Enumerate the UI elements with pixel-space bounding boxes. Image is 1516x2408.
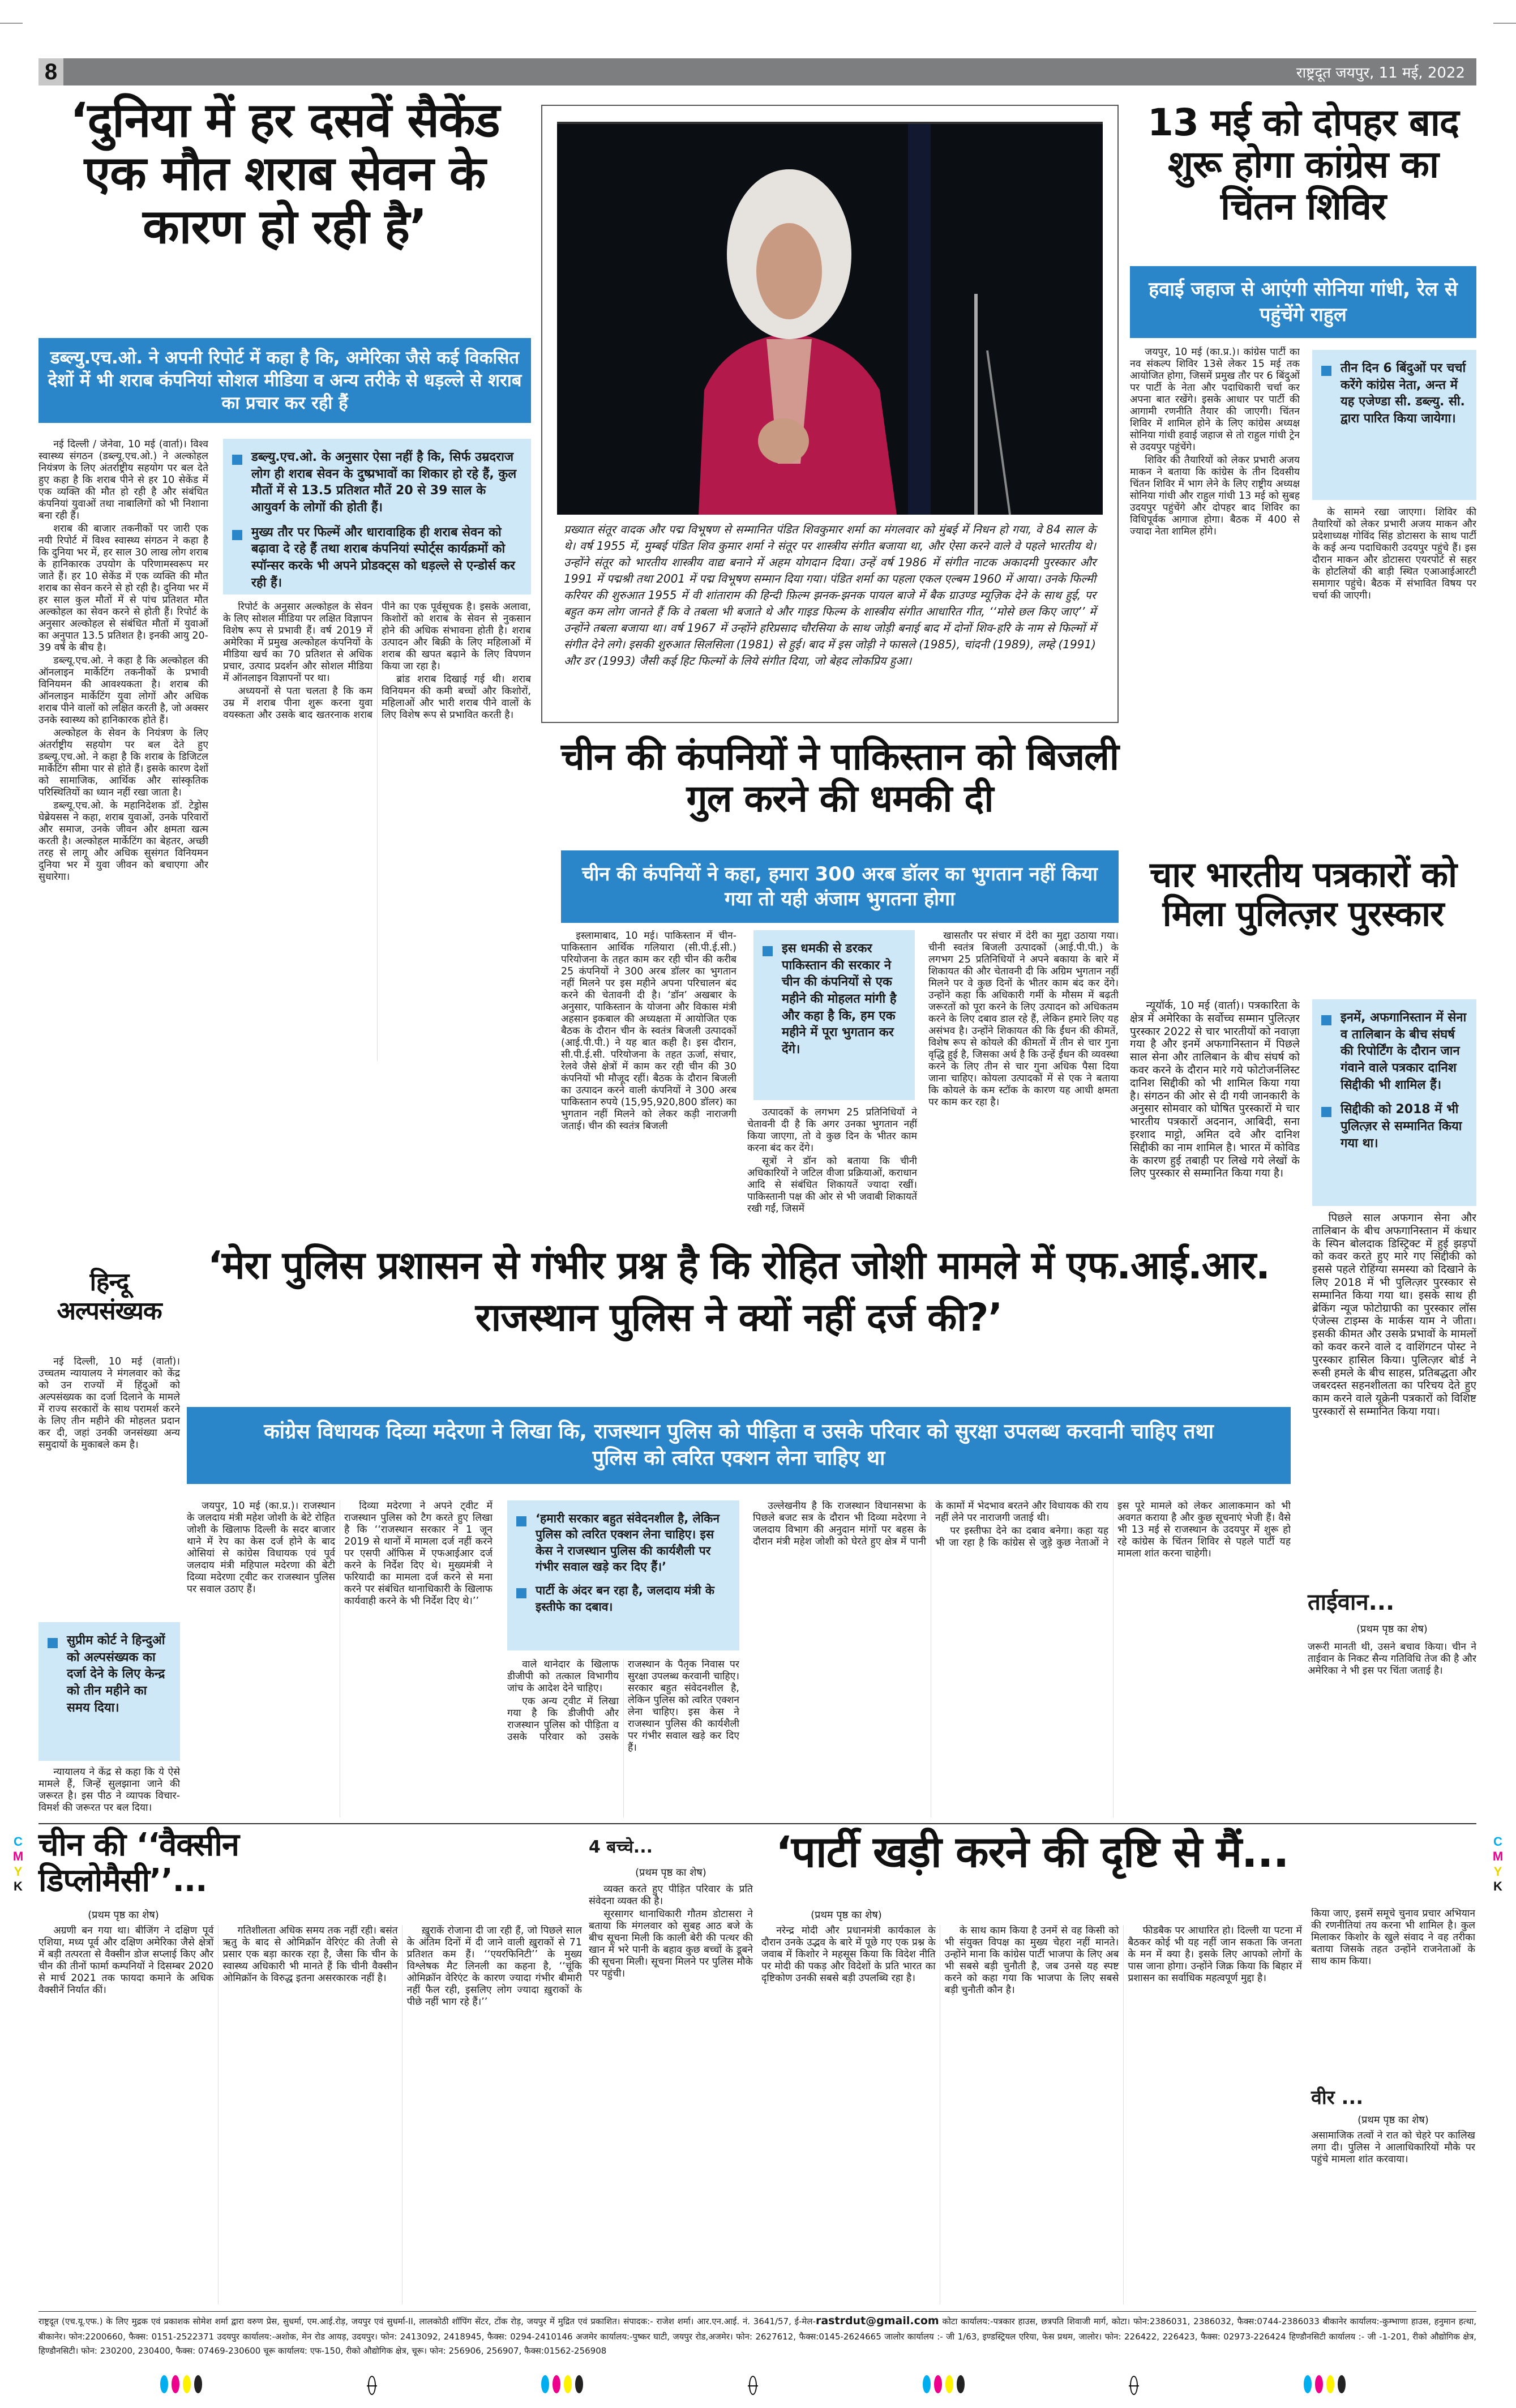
paragraph: व्यक्त करते हुए पीड़ित परिवार के प्रति संवेदना व्यक्त की है। xyxy=(589,1884,753,1907)
cmyk-y: Y xyxy=(1493,1864,1502,1879)
taiwan-headline: ताईवान... xyxy=(1308,1589,1395,1615)
photo-caption: प्रख्यात संतूर वादक और पद्म विभूषण से सम्मानित पंडित शिवकुमार शर्मा का मंगलवार को मुंबई में निधन हो गया, वे 84 साल के थे। वर्ष 1955 में, मुम्बई पंडित शिव कुमार शर्मा ने संतूर पर शास्त्रीय संगीत बजाया था, और ऐसा करने वाले वे पहले भारतीय थे। उन्होंने संतूर को भारतीय शास्त्रीय वाद्य बनाने में अहम योगदान दिया। उन्हें वर्ष 1986 में संगीत नाटक अकादमी पुरस्कार और 1991 में पद्मश्री तथा 2001 में पद्म विभूषण सम्मान दिया गया। पंडित शर्मा का पहला एकल एल्बम 1960 में आया। उनके फिल्मी करियर की शुरुआत 1955 में वी शांताराम की हिन्दी फ़िल्म झनक-झनक पायल बाजे में बैक ग्राउण्ड म्यूज़िक देने के साथ हुई, पर बहुत कम लोग जानते हैं कि वे तबला भी बजाते थे और गाइड फिल्म के शास्त्रीय संगीत आधारित गीत, ‘‘मोसे छल किए जाए’’ में उन्होंने तबला बजाया था। वर्ष 1967 में उन्होंने हरिप्रसाद चौरसिया के साथ जोड़ी बनाई बाद में दोनों शिव-हरि के नाम से फिल्मों में संगीत देने लगे। इसकी शुरुआत सिलसिला (1981) से हुई। बाद में इस जोड़ी ने फासले (1985), चांदनी (1989), लम्हे (1991) और डर (1993) जैसी कई हिट फिल्मों के लिये संगीत दिया, जो बेहद लोकप्रिय हुआ। xyxy=(564,523,1096,668)
highlight-bullet: ‘हमारी सरकार बहुत संवेदनशील है, लेकिन पुलिस को त्वरित एक्शन लेना चाहिए। इस केस ने राजस्थान पुलिस की कार्यशैली पर गंभीर सवाल खड़े कर दिए हैं।’ xyxy=(516,1511,730,1575)
alcohol-columns-2-3 xyxy=(223,601,531,1061)
paragraph: शराब की बाजार तकनीकों पर जारी एक नयी रिपोर्ट में विश्व स्वास्थ्य संगठन ने कहा है कि दुनिया भर में, हर साल 30 लाख लोग शराब के हानिकारक उपयोग के परिणामस्वरूप मर जाते हैं। हर 10 सेकेंड में एक व्यक्ति की मौत शराब का सेवन करने से हो रही है। दुनिया भर में हर साल कुल मौतों में से पांच प्रतिशत मौत अल्कोहल का सेवन करने से होती हैं। रिपोर्ट के अनुसार अल्कोहल से संबंधित मौतों में युवाओं का अनुपात 13.5 प्रतिशत है। इनकी आयु 20-39 वर्ष के बीच है। xyxy=(38,523,208,653)
registration-target-icon xyxy=(368,2376,376,2395)
continued-note: (प्रथम पृष्ठ का शेष) xyxy=(1357,2114,1429,2126)
paragraph: इस्लामाबाद, 10 मई। पाकिस्तान में चीन-पाकिस्तान आर्थिक गलियारा (सी.पी.ई.सी.) परियोजना के तहत काम कर रही चीन की करीब 25 कंपनियों ने 300 अरब डॉलर का भुगतान नहीं मिलने पर इस महीने अपना परिचालन बंद करने की चेतावनी दी है। ‘डॉन’ अखबार के अनुसार, पाकिस्तान के योजना और विकास मंत्री अहसान इकबाल की अध्यक्षता में आयोजित एक बैठक के दौरान चीन के स्वतंत्र बिजली उत्पादकों (आई.पी.पी.) ने यह बात कही है। इस दौरान, सी.पी.ई.सी. परियोजना के तहत ऊर्जा, संचार, रेलवे जैसे क्षेत्रों में काम कर रही चीन की 30 कंपनियों भी मौजूद रहीं। बैठक के दौरान बिजली का उत्पादन करने वाली कंपनियों ने 300 अरब पाकिस्तान रुपये (15,95,920,800 डॉलर) का भुगतान नहीं मिलने को लेकर कड़ी नाराजगी जताई। चीन की स्वतंत्र बिजली xyxy=(561,930,736,1132)
hindu-column xyxy=(38,1356,180,1614)
pulitzer-headline: चार भारतीय पत्रकारों को मिला पुलित्ज़र पुरस्कार xyxy=(1149,854,1457,935)
rohit-columns-3-4 xyxy=(507,1659,739,1817)
paragraph: शिविर की तैयारियों को लेकर प्रभारी अजय माकन ने बताया कि कांग्रेस के तीन दिवसीय चिंतन शिविर में भाग लेने के लिए राष्ट्रीय अध्यक्ष सोनिया गांधी और राहुल गांधी 13 मई को सुबह उदयपुर पहुंचेंगे और दोपहर बाद शिविर का विधिपूर्वक आगाज होगा। बैठक में 400 से ज्यादा नेता शामिल होंगे। xyxy=(1130,455,1300,537)
photo-feature-box xyxy=(541,105,1119,723)
paragraph: नरेन्द्र मोदी और प्रधानमंत्री कार्यकाल के दौरान उनके उद्भव के बारे में पूछे गए एक प्रश्न के जवाब में किशोर ने महसूस किया कि विदेश नीति पर मोदी की पकड़ और विदेशों के प्रति भारत का दृष्टिकोण उनकी सबसे बड़ी उपलब्धि रहा है। xyxy=(761,1925,936,1984)
continued-note: (प्रथम पृष्ठ का शेष) xyxy=(635,1867,706,1879)
cmyk-k: K xyxy=(14,1879,23,1894)
china-pak-column-2 xyxy=(747,1107,917,1222)
continued-note: (प्रथम पृष्ठ का शेष) xyxy=(88,1909,159,1921)
four-children-article xyxy=(589,1834,753,2314)
page-header-bar xyxy=(38,58,1476,85)
divider xyxy=(38,2311,1476,2312)
party-article xyxy=(761,1908,1476,2304)
hindu-column-2 xyxy=(38,1767,180,1817)
vaccine-article xyxy=(38,1908,593,2304)
page-number: 8 xyxy=(38,58,63,85)
china-pak-column-1 xyxy=(561,930,736,1222)
paragraph: सूरसागर थानाधिकारी गौतम डोटासरा ने बताया कि मंगलवार को सुबह आठ बजे के बीच सूचना मिली कि काली बेरी की पत्थर की खान में भरे पानी के बहाव कुछ बच्चों के डूबने की सूचना मिली। सूचना मिलने पर पुलिस मौके पर पहुंची। xyxy=(589,1909,753,1979)
congress-highlights-box xyxy=(1312,350,1476,500)
color-dots xyxy=(1302,2375,1347,2396)
color-dots xyxy=(159,2375,204,2396)
crop-mark xyxy=(1493,23,1516,24)
paragraph: गतिशीलता अधिक समय तक नहीं रही। बसंत ऋतु के बाद से ओमिक्रॉन वेरिएंट की तेजी से प्रसार एक बड़ा कारक रहा है, जैसा कि चीन के स्वास्थ्य अधिकारी भी मानते हैं कि चीनी वैक्सीन ओमिक्रॉन के विरुद्ध इतना असरकारक नहीं है। xyxy=(222,1925,398,1984)
rohit-deck: कांग्रेस विधायक दिव्या मदेरणा ने लिखा कि, राजस्थान पुलिस को पीड़िता व उसके परिवार को सुरक्षा उपलब्ध करवानी चाहिए तथा पुलिस को त्वरित एक्शन लेना चाहिए था xyxy=(187,1407,1291,1484)
congress-column-2 xyxy=(1312,507,1476,833)
paragraph: सूत्रों ने डॉन को बताया कि चीनी अधिकारियों ने जटिल वीजा प्रक्रियाओं, कराधान आदि से संबंधित शिकायतें ज्यादा रखीं। पाकिस्तानी पक्ष की ओर से भी जवाबी शिकायतें रखी गईं, जिसमें xyxy=(747,1156,917,1214)
office-addresses: कोटा कार्यालय:-पत्रकार हाउस, छत्रपति शिवाजी मार्ग, कोटा। फोन:2386031, 2386032, फैक्स:0744-2386033 बीकानेर कार्यालय:-कुम्भाणा हाउस, हनुमान हत्था, बीकानेर। फोन:2200660, फैक्स: 0151-2522371 उदयपुर कार्यालय:-अशोक, मेन रोड आयड़, उदयपुर। फोन: 2413092, 2418945, फैक्स: 0294-2410146 अजमेर कार्यालय:-पुष्कर घाटी, जयपुर रोड,अजमेर। फोन: 2627612, फैक्स:0145-2624665 जालोर कार्यालय :- जी 1/63, इण्डस्ट्रियल एरिया, फेस प्रथम, जालोर। फोन: 226422, 226423, फैक्स: 02973-226424 हिण्डौनसिटी कार्यालय :- जी -1-201, रीको औद्योगिक क्षेत्र, हिण्डौनसिटी। फोन: 230200, 230400, फैक्स: 07469-230600 चूरू कार्यालय: एफ-150, रीको औद्योगिक क्षेत्र, चूरू। फोन: 256906, 256907, फैक्स:01562-256908 xyxy=(38,2316,1476,2356)
highlight-bullet: सुप्रीम कोर्ट ने हिन्दुओं को अल्पसंख्यक का दर्जा देने के लिए केन्द्र को तीन महीने का समय दिया। xyxy=(48,1632,171,1716)
paragraph: डब्ल्यू.एच.ओ. के महानिदेशक डॉ. टेड्रोस घेब्रेयसस ने कहा, शराब युवाओं, उनके परिवारों और समाज, उनके जीवन और क्षमता खत्म करती है। अल्कोहल मार्केटिंग का बेहतर, अच्छी तरह से लागू और अधिक सुसंगत विनियमन दुनिया भर में युवा जीवन को बचाएगा और सुधारेगा। xyxy=(38,800,208,883)
paragraph: ब्रांड शराब दिखाई गई थी। शराब विनियमन की कमी बच्चों और किशोरों, महिलाओं और भारी शराब पीने वालों के लिए विशेष रूप से प्रभावित करती है। xyxy=(382,674,531,721)
paragraph: वाले थानेदार के खिलाफ डीजीपी को तत्काल विभागीय जांच के आदेश देने चाहिए। xyxy=(507,1659,619,1694)
divider xyxy=(38,1823,1476,1824)
alcohol-highlights-box xyxy=(223,439,531,594)
highlight-bullet: इनमें, अफगानिस्तान में सेना व तालिबान के बीच संघर्ष की रिपोर्टिंग के दौरान जान गंवाने वाले पत्रकार दानिश सिद्दीकी भी शामिल हैं। xyxy=(1321,1010,1467,1093)
color-registration-strip xyxy=(159,2375,1347,2396)
veer-text: असामाजिक तत्वों ने रात को चेहरे पर कालिख लगा दी। पुलिस ने आलाधिकारियों मौके पर पहुंचे मामला शांत करवाया। xyxy=(1311,2130,1475,2165)
paragraph: अध्ययनों से पता चलता है कि कम उम्र में शराब पीना शुरू करना युवा वयस्कता और उसके बाद खतरनाक शराब पीने का एक पूर्वसूचक है। इसके अलावा, किशोरों को शराब के सेवन से नुकसान होने की अधिक संभावना होती है। शराब उत्पादन और बिक्री के लिए महिलाओं में शराब की खपत बढ़ाने के लिए विपणन किया जा रहा है। xyxy=(223,601,531,721)
pulitzer-highlights-box xyxy=(1312,999,1476,1206)
paragraph: किया जाए, इसमें समूचे चुनाव प्रचार अभियान की रणनीतियां तय करना भी शामिल है। कुल मिलाकर किशोर के खुले संवाद ने वह तरीका बताया जिसके तहत उन्होंने राजनेताओं के साथ काम किया। xyxy=(1311,1908,1475,1967)
rohit-columns-5-7 xyxy=(753,1500,1291,1817)
china-pak-column-3 xyxy=(928,930,1119,1222)
alcohol-headline: ‘दुनिया में हर दसवें सैकेंड एक मौत शराब सेवन के कारण हो रही है’ xyxy=(70,92,500,255)
pulitzer-column-2 xyxy=(1312,1212,1476,1580)
cmyk-m: M xyxy=(12,1849,24,1864)
paragraph: नई दिल्ली / जेनेवा, 10 मई (वार्ता)। विश्व स्वास्थ्य संगठन (डब्ल्यू.एच.ओ.) ने अल्कोहल नियंत्रण के लिए अंतर्राष्ट्रीय सहयोग पर बल देते हुए कहा है कि शराब पीने से हर 10 सेकेंड में एक व्यक्ति की मौत हो रही है और संबंधित कंपनियां युवाओं तथा नाबालिगों को भी निशाना बना रही हैं। xyxy=(38,439,208,521)
four-children-column xyxy=(589,1884,753,2314)
imprint-footer xyxy=(38,2312,1476,2358)
rohit-headline: ‘मेरा पुलिस प्रशासन से गंभीर प्रश्न है कि रोहित जोशी मामले में एफ.आई.आर. राजस्थान पुलिस ने क्यों नहीं दर्ज की?’ xyxy=(207,1243,1270,1340)
rohit-highlights-box xyxy=(507,1500,739,1650)
highlight-bullet: इस धमकी से डरकर पाकिस्तान की सरकार ने चीन की कंपनियों से एक महीने की मोहलत मांगी है और कहा है कि, हम एक महीने में पूरा भुगतान कर देंगे। xyxy=(763,940,906,1058)
highlight-bullet: डब्ल्यु.एच.ओ. के अनुसार ऐसा नहीं है कि, सिर्फ उम्रदराज लोग ही शराब सेवन के दुष्प्रभावों का शिकार हो रहे हैं, कुल मौतों में से 13.5 प्रतिशत मौतें 20 से 39 साल के आयुवर्ग के लोगों की होती हैं। xyxy=(232,449,522,516)
party-headline: ‘पार्टी खड़ी करने की दृष्टि से मैं... xyxy=(776,1827,1289,1877)
paragraph: के सामने रखा जाएगा। शिविर की तैयारियों को लेकर प्रभारी अजय माकन और प्रदेशाध्यक्ष गोविंद सिंह डोटासरा के साथ पार्टी के कई अन्य पदाधिकारी उदयपुर पहुंचे हैं। इस दौरान माकन और डोटासरा एयरपोर्ट से सहर के होटलियों की बाड़ी स्थित एआआईआरटी समागार पहुंचे। बैठक में संभावित विषय पर चर्चा की जाएगी। xyxy=(1312,507,1476,601)
party-last-column xyxy=(1311,1908,1475,2232)
vaccine-columns xyxy=(38,1925,582,2304)
paragraph: रिपोर्ट के अनुसार अल्कोहल के सेवन के लिए सोशल मीडिया पर लक्षित विज्ञापन विशेष रूप से प्रभावी हैं। वर्ष 2019 में अमेरिका में प्रमुख अल्कोहल कंपनियों के मीडिया खर्च का 70 प्रतिशत से अधिक प्रचार, उत्पाद प्रदर्शन और सोशल मीडिया में ऑनलाइन विज्ञापनों पर था। xyxy=(223,601,372,684)
cmyk-y: Y xyxy=(14,1864,23,1879)
paragraph: पर इस्तीफा देने का दबाव बनेगा। कहा यह भी जा रहा है कि कांग्रेस से जुड़े कुछ नेताओं ने इस पूरे मामले को लेकर आलाकमान को भी अवगत कराया है और कुछ सूचनाएं भेजी हैं। वैसे भी 13 मई से राजस्थान के उदयपुर में शुरू हो रहे कांग्रेस के चिंतन शिविर से पहले पार्टी यह मामला शांत करना चाहेगी। xyxy=(935,1500,1291,1559)
cmyk-c: C xyxy=(1493,1834,1502,1849)
color-dots xyxy=(539,2375,585,2396)
santoor-player-photo xyxy=(557,124,1103,515)
taiwan-jump xyxy=(1308,1585,1476,1800)
highlight-bullet: सिद्दीकी को 2018 में भी पुलित्ज़र से सम्मानित किया गया था। xyxy=(1321,1101,1467,1152)
paragraph: न्यूयॉर्क, 10 मई (वार्ता)। पत्रकारिता के क्षेत्र में अमेरिका के सर्वोच्च सम्मान पुलित्ज़र पुरस्कार 2022 से चार भारतीयों को नवाज़ा गया है और इनमें अफगानिस्तान में पिछले साल सेना और तालिबान के बीच संघर्ष को कवर करने के दौरान मारे गये फोटोजर्नलिस्ट दानिश सिद्दीकी को भी शामिल किया गया है। संगठन की ओर से दी गयी जानकारी के अनुसार सोमवार को घोषित पुरस्कारों मे चार भारतीय पत्रकारों अदनान, आबिदी, सना इरशाद माट्टो, अमित दवे और दानिश सिद्दीकी का नाम शामिल है। भारत में कोविड के कारण हुई तबाही पर लिखे गये लेखों के लिए पुरस्कार से सम्मानित किया गया है। xyxy=(1130,999,1300,1180)
paragraph: एक अन्य ट्वीट में लिखा गया है कि डीजीपी और राजस्थान पुलिस को पीड़िता व उसके परिवार को उसके राजस्थान के पैतृक निवास पर सुरक्षा उपलब्ध करवानी चाहिए। सरकार बहुत संवेदनशील है, लेकिन पुलिस को त्वरित एक्शन लेना चाहिए। इस केस ने राजस्थान पुलिस की कार्यशैली पर गंभीर सवाल खड़े कर दिए हैं। xyxy=(507,1659,739,1753)
paragraph: के साथ काम किया है उनमें से वह किसी को भी संयुक्त विपक्ष का मुख्य चेहरा नहीं मानते। उन्होंने माना कि कांग्रेस पार्टी भाजपा के लिए अब भी सबसे बड़ी चुनौती है, जब उनसे यह स्पष्ट करने को कहा गया कि भाजपा के लिए सबसे बड़ी चुनौती कौन है। xyxy=(944,1925,1119,1996)
cmyk-c: C xyxy=(14,1834,23,1849)
paragraph: जयपुर, 10 मई (का.प्र.)। कांग्रेस पार्टी का नव संकल्प शिविर 13से लेकर 15 मई तक आयोजित होगा, जिसमें प्रमुख तौर पर 6 बिंदुओं पर पार्टी के नेता और पदाधिकारी चर्चा कर अपना बात रखेंगे। इसके आधार पर पार्टी की आगामी रणनीति तैयार की जाएगी। चिंतन शिविर में शामिल होने के लिए कांग्रेस अध्यक्ष सोनिया गांधी हवाई जहाज से तो राहुल गांधी ट्रेन से उदयपुर पहुंचेंगे। xyxy=(1130,347,1300,453)
paragraph: फीडबैक पर आधारित हो। दिल्ली या पटना में बैठकर कोई भी यह नहीं जान सकता कि जनता के मन में क्या है। इसके लिए आपको लोगों के पास जाना होगा। उन्होंने जिक्र किया कि बिहार में प्रशासन का सर्वाधिक महत्वपूर्ण मुद्दा है। xyxy=(1128,1925,1302,1984)
highlight-bullet: तीन दिन 6 बिंदुओं पर चर्चा करेंगे कांग्रेस नेता, अन्त में यह एजेण्डा सी. डब्ल्यु. सी. द्वारा पारित किया जायेगा। xyxy=(1321,360,1467,427)
congress-headline: 13 मई को दोपहर बाद शुरू होगा कांग्रेस का चिंतन शिविर xyxy=(1147,101,1459,228)
rohit-columns-1-2 xyxy=(187,1500,493,1817)
china-pak-headline: चीन की कंपनियों ने पाकिस्तान को बिजली गुल करने की धमकी दी xyxy=(561,735,1119,820)
paragraph: दिव्या मदेरणा ने अपने ट्वीट में राजस्थान पुलिस को टैग करते हुए लिखा है कि ‘‘राजस्थान सरकार ने 1 जून 2019 से थानों में मामला दर्ज नहीं करने पर एसपी ऑफिस में एफआईआर दर्ज करने के निर्देश दिए थे। मुख्यमंत्री ने फरियादी का मामला दर्ज करने से मना करने पर संबंधित थानाधिकारी के खिलाफ कार्यवाही करने के भी निर्देश दिए थे।’’ xyxy=(344,1500,493,1607)
paragraph: पिछले साल अफगान सेना और तालिबान के बीच अफगानिस्तान में कंधार के स्पिन बोलदाक डिस्ट्रिक्ट में हुई झड़पों को कवर करते हुए मारे गए सिद्दीकी को इससे पहले रोहिंग्या समस्या को दिखाने के लिए 2018 में भी पुलित्ज़र पुरस्कार से सम्मानित किया गया था। इसके साथ ही ब्रेकिंग न्यूज फोटोग्राफी का पुरस्कार लॉस एंजेल्स टाइम्स के मार्कस याम ने जीता। इसकी कीमत और उसके प्रभावों के मामलों को कवर करने वाले द वाशिंगटन पोस्ट ने पुरस्कार हासिल किया। पुलित्ज़र बोर्ड ने रूसी हमले के बीच साहस, प्रतिबद्धता और जबरदस्त सहनशीलता का परिचय देते हुए काम करने वाले यूक्रेनी पत्रकारों को विशिष्ट पुरस्कारों से सम्मानित किया गया। xyxy=(1312,1212,1476,1418)
vaccine-headline: चीन की ‘‘वैक्सीन डिप्लोमैसी’’... xyxy=(38,1827,239,1899)
paragraph: ख़ुराकें रोजाना दी जा रही हैं, जो पिछले साल के अंतिम दिनों में दी जाने वाली ख़ुराकों से 71 प्रतिशत कम हैं। ‘‘एयरफिनिटी’’ के मुख्य विश्लेषक मैट लिनली का कहना है, ‘‘चूंकि ओमिक्रॉन वेरिएंट के कारण ज्यादा गंभीर बीमारी नहीं फैल रही, इसलिए लोग ज्यादा ख़ुराकों के पीछे नहीं भाग रहे हैं।’’ xyxy=(406,1925,582,2008)
cmyk-m: M xyxy=(1492,1849,1504,1864)
dateline: राष्ट्रदूत जयपुर, 11 मई, 2022 xyxy=(1296,65,1465,82)
paragraph: अल्कोहल के सेवन के नियंत्रण के लिए अंतर्राष्ट्रीय सहयोग पर बल देते हुए डब्ल्यू.एच.ओ. ने कहा है कि शराब के डिजिटल मार्केटिंग सीमा पार से होते हैं। इसके कारण देशों को सामाजिक, आर्थिक और सांस्कृतिक परिस्थितियों का ध्यान नहीं रखा जाता है। xyxy=(38,728,208,798)
continued-note: (प्रथम पृष्ठ का शेष) xyxy=(811,1909,882,1921)
paragraph: खासतौर पर संचार में देरी का मुद्दा उठाया गया। चीनी स्वतंत्र बिजली उत्पादकों (आई.पी.पी.) के लगभग 25 प्रतिनिधियों ने अपने बकाया के बारे में शिकायत की और चेतावनी दी कि अग्रिम भुगतान नहीं मिलने पर वे कुछ दिनों के भीतर काम बंद कर देंगे। उन्होंने कहा कि अधिकारी गर्मी के मौसम में बढ़ती जरूरतों को पूरा करने के लिए उत्पादन को अधिकतम करने के लिए दबाव डाल रहे हैं, लेकिन हमारे लिए यह असंभव है। उन्होंने शिकायत की कि ईंधन की कीमतें, विशेष रूप से कोयले की कीमतों में तीन से चार गुना वृद्धि हुई है, जिसका अर्थ है कि उन्हें ईंधन की व्यवस्था करने के लिए तीन से चार गुना अधिक पैसा दिया जाना चाहिए। कोयला उत्पादकों में से एक ने बताया कि कोयले के कम स्टॉक के कारण यह आधी क्षमता पर काम कर रहा है। xyxy=(928,930,1119,1108)
alcohol-column-1 xyxy=(38,439,208,1062)
paragraph: उत्पादकों के लगभग 25 प्रतिनिधियों ने चेतावनी दी है कि अगर उनका भुगतान नहीं किया जाएगा, तो वे कुछ दिन के भीतर काम करना बंद कर देंगे। xyxy=(747,1107,917,1154)
paragraph: जयपुर, 10 मई (का.प्र.)। राजस्थान के जलदाय मंत्री महेश जोशी के बेटे रोहित जोशी के खिलाफ दिल्ली के सदर बाजार थाने में रेप का केस दर्ज होने के बाद ओसियां से कांग्रेस विधायक एवं पूर्व जलदाय मंत्री महिपाल मदेरणा की बेटी दिव्या मदेरणा ट्वीट कर राजस्थान पुलिस पर सवाल उठाए हैं। xyxy=(187,1500,335,1595)
veer-headline: वीर ... xyxy=(1311,2086,1364,2109)
party-columns xyxy=(761,1925,1302,2304)
congress-deck: हवाई जहाज से आएंगी सोनिया गांधी, रेल से पहुंचेंगे राहुल xyxy=(1130,266,1476,338)
crop-mark xyxy=(0,23,23,24)
paragraph: नई दिल्ली, 10 मई (वार्ता)। उच्चतम न्यायालय ने मंगलवार को केंद्र को उन राज्यों में हिंदुओं को अल्पसंख्यक का दर्जा दिलाने के मामले में राज्य सरकारों के साथ परामर्श करने के लिए तीन महीने की मोहलत प्रदान कर दी, जहां उनकी जनसंख्या अन्य समुदायों के मुकाबले कम है। xyxy=(38,1356,180,1451)
paragraph: डब्ल्यू.एच.ओ. ने कहा है कि अल्कोहल की ऑनलाइन मार्केटिंग तकनीकों के प्रभावी विनियमन की आवश्यकता है। शराब की ऑनलाइन मार्केटिंग युवा लोगों और अधिक शराब पीने वालों को लक्षित करती है, जो अक्सर उनके स्वास्थ्य को हानिकारक होते हैं। xyxy=(38,655,208,726)
four-children-headline: 4 बच्चे... xyxy=(589,1837,653,1857)
highlight-bullet: पार्टी के अंदर बन रहा है, जलदाय मंत्री के इस्तीफे का दबाव। xyxy=(516,1582,730,1615)
continued-note: (प्रथम पृष्ठ का शेष) xyxy=(1356,1623,1428,1635)
registration-target-icon xyxy=(749,2376,757,2395)
china-pak-deck: चीन की कंपनियों ने कहा, हमारा 300 अरब डॉलर का भुगतान नहीं किया गया तो यही अंजाम भुगतना होगा xyxy=(561,850,1119,923)
cmyk-registration-label xyxy=(1492,1834,1504,1894)
hindu-highlights-box xyxy=(38,1622,180,1761)
congress-column-1 xyxy=(1130,347,1300,833)
paragraph: न्यायालय ने केंद्र से कहा कि ये ऐसे मामले हैं, जिन्हें सुलझाना जाने की जरूरत है। इस पीठ ने व्यापक विचार-विमर्श की जरूरत पर बल दिया। xyxy=(38,1767,180,1814)
imprint-email: rastrdut@gmail.com xyxy=(815,2315,939,2327)
registration-target-icon xyxy=(1130,2376,1138,2395)
taiwan-text: जरूरी मानती थी, उसने बचाव किया। चीन ने ताईवान के निकट सैन्य गतिविधि तेज की है और अमेरिका ने भी इस पर चिंता जताई है। xyxy=(1308,1641,1476,1676)
alcohol-deck: डब्ल्यु.एच.ओ. ने अपनी रिपोर्ट में कहा है कि, अमेरिका जैसे कई विकसित देशों में भी शराब कंपनियां सोशल मीडिया व अन्य तरीके से धड़ल्ले से शराब का प्रचार कर रही हैं xyxy=(38,338,531,423)
cmyk-registration-label xyxy=(12,1834,24,1894)
highlight-bullet: मुख्य तौर पर फिल्में और धारावाहिक ही शराब सेवन को बढ़ावा दे रहे हैं तथा शराब कंपनियां स्पोर्ट्स कार्यक्रमों को स्पॉन्सर करके भी अपने प्रोडक्ट्स को धड़ल्ले से एन्डोर्स कर रही हैं। xyxy=(232,524,522,592)
hindu-headline: हिन्दू अल्पसंख्यक xyxy=(57,1268,162,1325)
imprint-text: राष्ट्रदूत (एच.यू.एफ.) के लिए मुद्रक एवं प्रकाशक सोमेश शर्मा द्वारा वरुण प्रेस, सुधर्मा, एम.आई.रोड़, जयपुर एवं सुधर्मा-II, लालकोठी शॉपिंग सेंटर, टोंक रोड़, जयपुर में मुद्रित एवं प्रकाशित। संपादक:- राजेश शर्मा। आर.एन.आई. नं. 3641/57, ई-मेल- xyxy=(38,2316,816,2326)
color-dots xyxy=(921,2375,966,2396)
china-pak-highlights-box xyxy=(753,930,915,1100)
paragraph: उल्लेखनीय है कि राजस्थान विधानसभा के पिछले बजट सत्र के दौरान भी दिव्या मदेरणा ने जलदाय विभाग की अनुदान मांगों पर बहस के दौरान मंत्री महेश जोशी को घेरते हुए क्षेत्र में पानी के कामों में भेदभाव बरतने और विधायक की राय नहीं लेने पर नाराजगी जताई थी। xyxy=(753,1500,1108,1547)
cmyk-k: K xyxy=(1493,1879,1502,1894)
paragraph: अग्रणी बन गया था। बीजिंग ने दक्षिण पूर्व एशिया, मध्य पूर्व और दक्षिण अमेरिका जैसे क्षेत्रों में बड़ी तत्परता से वैक्सीन डोज सप्लाई किए और चीन की तीनों फार्मा कम्पनियों ने दिसम्बर 2020 से मार्च 2021 तक फायदा कमाने के अधिक वैक्सीनें निर्यात कीं। xyxy=(38,1925,214,1996)
